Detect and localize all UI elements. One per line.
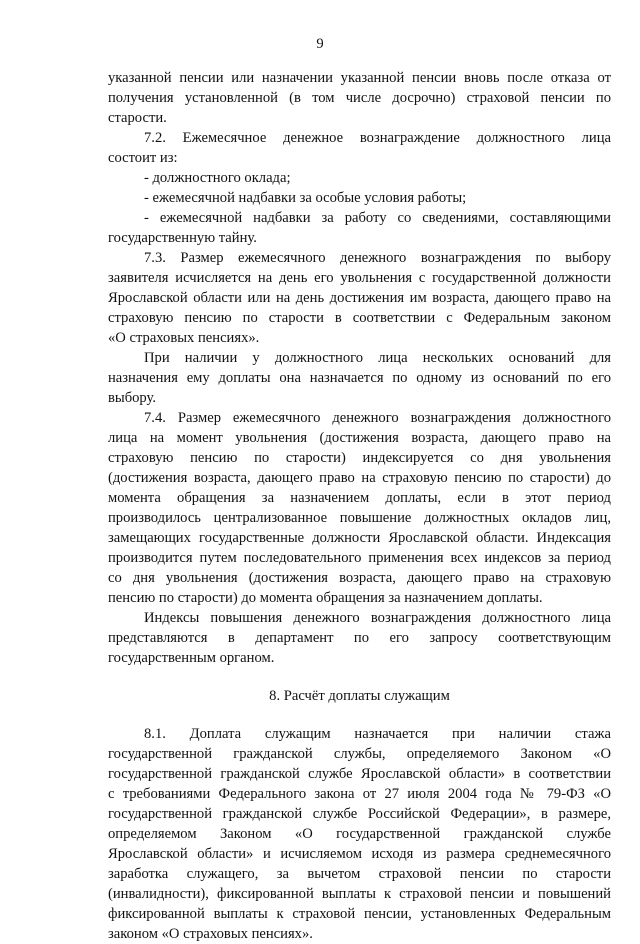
- text-line: 7.3. Размер ежемесячного денежного вознаграждения по выбору: [144, 250, 611, 266]
- text-line: заявителя исчисляется на день его увольнения с государственной должности: [108, 270, 611, 286]
- text-line: производилось централизованное повышение должностных окладов лиц,: [108, 510, 611, 526]
- text-line: «О страховых пенсиях».: [108, 330, 260, 346]
- text-line: государственной гражданской службы, определяемого Законом «О: [108, 746, 611, 762]
- text-line: указанной пенсии или назначении указанной пенсии вновь после отказа от: [108, 70, 611, 86]
- text-line: 8.1. Доплата служащим назначается при наличии стажа: [144, 726, 611, 742]
- text-line: лица на момент увольнения (достижения возраста, дающего право на: [108, 430, 611, 446]
- text-line: представляются в департамент по его запросу соответствующим: [108, 630, 611, 646]
- list-item: государственную тайну.: [108, 230, 257, 246]
- text-line: страховую пенсию по старости) индексируется со дня увольнения: [108, 450, 611, 466]
- text-line: (достижения возраста, дающего право на страховую пенсию по старости) до: [108, 470, 611, 486]
- text-line: заработка служащего, за вычетом страховой пенсии по старости: [108, 866, 611, 882]
- list-item: - ежемесячной надбавки за особые условия работы;: [144, 190, 467, 206]
- section-gap: [108, 706, 611, 724]
- text-line: замещающих государственные должности Ярославской области. Индексация: [108, 530, 611, 546]
- text-line: 7.4. Размер ежемесячного денежного вознаграждения должностного: [144, 410, 611, 426]
- text-line: определяемом Законом «О государственной гражданской службе: [108, 826, 611, 842]
- paragraph-several-grounds: [108, 348, 611, 408]
- paragraph-8-1: [108, 724, 611, 944]
- text-line: производится путем последовательного применения всех индексов за период: [108, 550, 611, 566]
- paragraph-indices: [108, 608, 611, 668]
- text-line: Ярославской области» и исчисляемом исходя из размера среднемесячного: [108, 846, 611, 862]
- section-8-heading: 8. Расчёт доплаты служащим: [269, 688, 450, 704]
- text-line: момента обращения за назначением доплаты, если в этот период: [108, 490, 611, 506]
- text-line: Ярославской области или на день достижения им возраста, дающего право на: [108, 290, 611, 306]
- text-line: старости.: [108, 110, 167, 126]
- page-number: 9: [316, 36, 324, 52]
- text-line: назначения ему доплаты она назначается по одному из оснований по его: [108, 370, 611, 386]
- paragraph-7-3: [108, 248, 611, 348]
- paragraph-pension-continuation: [108, 68, 611, 128]
- text-line: состоит из:: [108, 150, 178, 166]
- text-line: 7.2. Ежемесячное денежное вознаграждение должностного лица: [144, 130, 611, 146]
- text-line: с требованиями Федерального закона от 27 июля 2004 года № 79-ФЗ «О: [108, 786, 611, 802]
- text-line: При наличии у должностного лица нескольких оснований для: [144, 350, 611, 366]
- text-line: со дня увольнения (достижения возраста, дающего право на страховую: [108, 570, 611, 586]
- text-line: Индексы повышения денежного вознаграждения должностного лица: [144, 610, 611, 626]
- text-line: фиксированной выплаты к страховой пенсии, установленных Федеральным: [108, 906, 611, 922]
- text-line: выбору.: [108, 390, 157, 406]
- text-line: страховую пенсию по старости в соответствии с Федеральным законом: [108, 310, 611, 326]
- text-line: пенсию по старости) до момента обращения за назначением доплаты.: [108, 590, 543, 606]
- text-line: получения установленной (в том числе досрочно) страховой пенсии по: [108, 90, 611, 106]
- text-line: государственным органом.: [108, 650, 275, 666]
- list-remuneration-components: [108, 168, 611, 248]
- list-item: - ежемесячной надбавки за работу со сведениями, составляющими: [144, 210, 611, 226]
- text-line: законом «О страховых пенсиях».: [108, 926, 313, 942]
- text-line: (инвалидности), фиксированной выплаты к страховой пенсии и повышений: [108, 886, 611, 902]
- paragraph-7-2: [108, 128, 611, 168]
- list-item: - должностного оклада;: [144, 170, 291, 186]
- document-body: [108, 68, 611, 944]
- text-line: государственной гражданской службе Ярославской области» в соответствии: [108, 766, 611, 782]
- section-gap: [108, 668, 611, 686]
- text-line: государственной гражданской службе Российской Федерации», в размере,: [108, 806, 611, 822]
- paragraph-7-4: [108, 408, 611, 608]
